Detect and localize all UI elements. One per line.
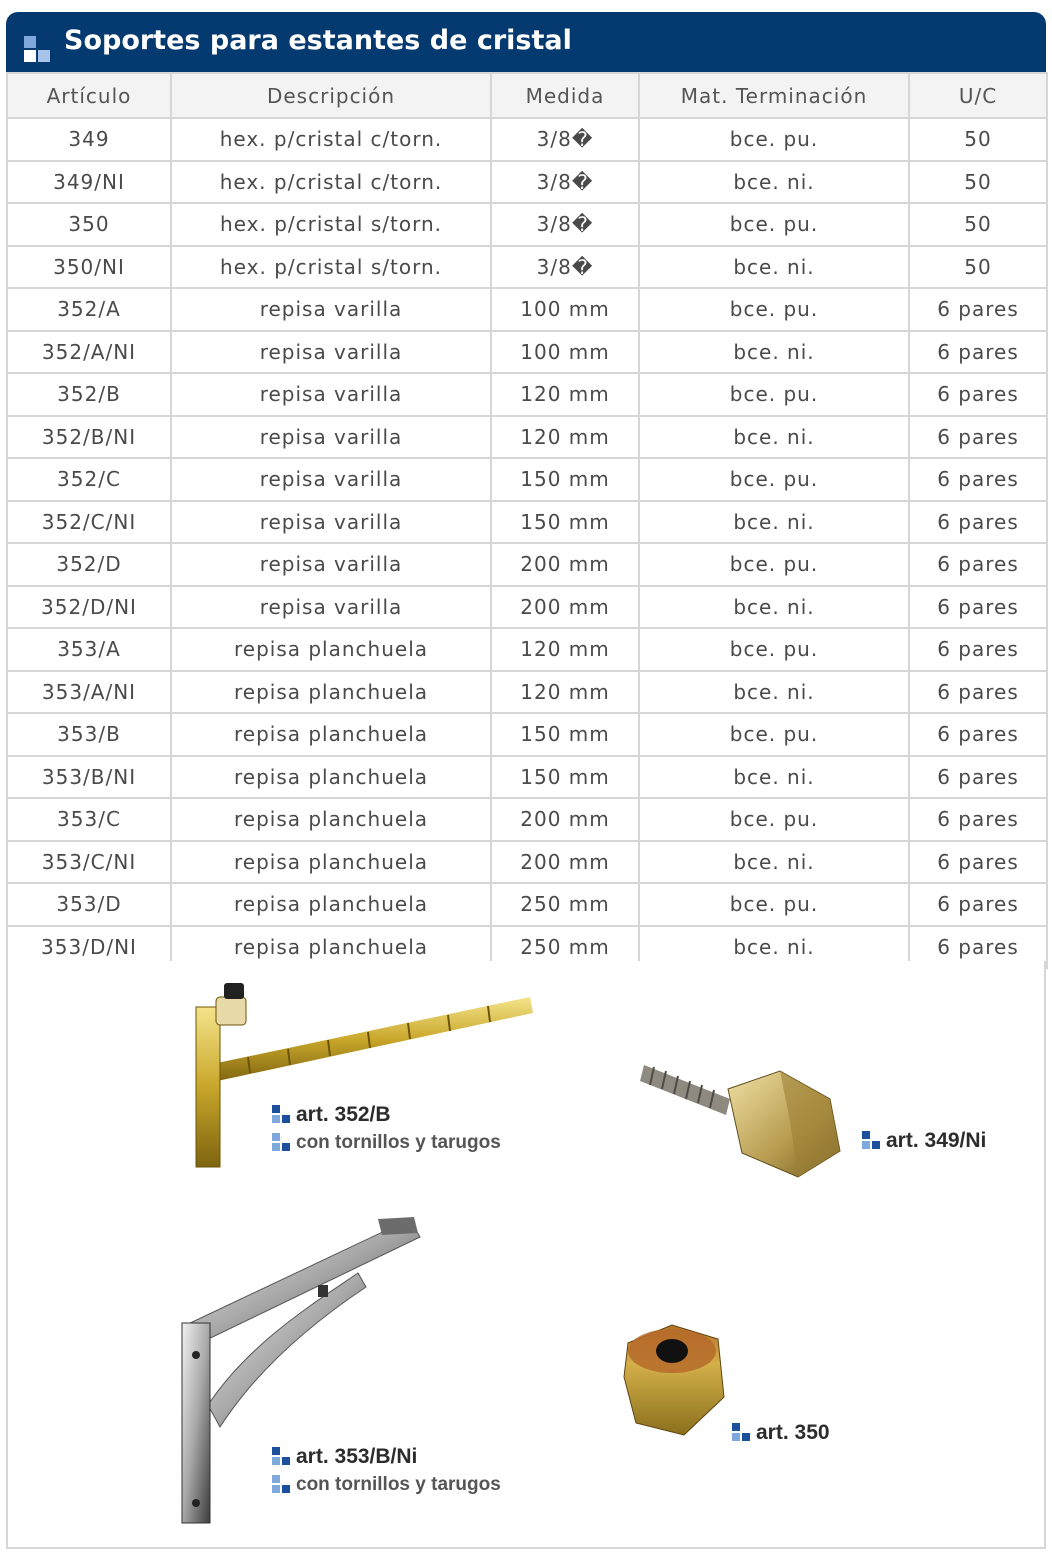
cell-descripcion: repisa varilla (171, 416, 491, 459)
bullet-icon (272, 1447, 292, 1467)
column-header-medida: Medida (491, 73, 639, 118)
cell-descripcion: repisa varilla (171, 586, 491, 629)
cell-descripcion: repisa planchuela (171, 841, 491, 884)
cell-medida: 120 mm (491, 416, 639, 459)
cell-medida: 120 mm (491, 671, 639, 714)
cell-descripcion: repisa planchuela (171, 883, 491, 926)
cell-descripcion: hex. p/cristal c/torn. (171, 118, 491, 161)
product-name: art. 352/B (296, 1103, 391, 1126)
cell-uc: 6 pares (909, 798, 1047, 841)
cell-articulo: 353/A/NI (7, 671, 171, 714)
column-header-articulo: Artículo (7, 73, 171, 118)
cell-medida: 3/8� (491, 203, 639, 246)
cell-medida: 100 mm (491, 288, 639, 331)
cell-uc: 50 (909, 161, 1047, 204)
bullet-icon (272, 1133, 292, 1153)
section-header (6, 12, 1046, 72)
cell-medida: 3/8� (491, 118, 639, 161)
cell-terminacion: bce. pu. (639, 543, 909, 586)
cell-terminacion: bce. pu. (639, 458, 909, 501)
cell-articulo: 353/D/NI (7, 926, 171, 969)
cell-uc: 50 (909, 246, 1047, 289)
cell-terminacion: bce. ni. (639, 586, 909, 629)
cell-uc: 50 (909, 203, 1047, 246)
cell-descripcion: repisa planchuela (171, 671, 491, 714)
table-row (7, 288, 1047, 331)
cell-terminacion: bce. pu. (639, 798, 909, 841)
cell-uc: 6 pares (909, 671, 1047, 714)
table-row (7, 331, 1047, 374)
product-name: art. 350 (756, 1421, 830, 1444)
cell-medida: 150 mm (491, 713, 639, 756)
table-row (7, 841, 1047, 884)
cell-terminacion: bce. ni. (639, 841, 909, 884)
table-row (7, 373, 1047, 416)
cell-medida: 100 mm (491, 331, 639, 374)
table-row (7, 883, 1047, 926)
product-subtitle: con tornillos y tarugos (296, 1474, 501, 1495)
cell-medida: 200 mm (491, 543, 639, 586)
cell-descripcion: hex. p/cristal c/torn. (171, 161, 491, 204)
cell-terminacion: bce. pu. (639, 883, 909, 926)
cell-descripcion: repisa planchuela (171, 628, 491, 671)
cell-terminacion: bce. ni. (639, 416, 909, 459)
cell-articulo: 352/D (7, 543, 171, 586)
product-gallery (6, 961, 1046, 1549)
column-header-uc: U/C (909, 73, 1047, 118)
cell-terminacion: bce. ni. (639, 161, 909, 204)
grid-squares-icon (24, 36, 52, 64)
cell-articulo: 349/NI (7, 161, 171, 204)
table-row (7, 756, 1047, 799)
bullet-icon (732, 1423, 752, 1443)
cell-terminacion: bce. pu. (639, 288, 909, 331)
cell-uc: 6 pares (909, 458, 1047, 501)
bullet-icon (272, 1105, 292, 1125)
cell-uc: 6 pares (909, 756, 1047, 799)
cell-articulo: 352/B (7, 373, 171, 416)
cell-terminacion: bce. ni. (639, 501, 909, 544)
table-row (7, 416, 1047, 459)
table-header-row (7, 73, 1047, 118)
cell-articulo: 352/A/NI (7, 331, 171, 374)
cell-medida: 200 mm (491, 798, 639, 841)
cell-descripcion: repisa varilla (171, 373, 491, 416)
cell-medida: 150 mm (491, 458, 639, 501)
cell-medida: 200 mm (491, 841, 639, 884)
cell-uc: 50 (909, 118, 1047, 161)
cell-descripcion: repisa varilla (171, 458, 491, 501)
table-row (7, 543, 1047, 586)
table-row (7, 203, 1047, 246)
table-row (7, 161, 1047, 204)
page-title: Soportes para estantes de cristal (64, 25, 572, 56)
cell-descripcion: repisa planchuela (171, 756, 491, 799)
cell-uc: 6 pares (909, 841, 1047, 884)
cell-uc: 6 pares (909, 926, 1047, 969)
cell-uc: 6 pares (909, 713, 1047, 756)
product-name: art. 349/Ni (886, 1129, 987, 1152)
cell-terminacion: bce. pu. (639, 118, 909, 161)
cell-terminacion: bce. ni. (639, 671, 909, 714)
cell-medida: 3/8� (491, 246, 639, 289)
cell-articulo: 350/NI (7, 246, 171, 289)
cell-descripcion: repisa planchuela (171, 926, 491, 969)
cell-articulo: 353/B/NI (7, 756, 171, 799)
cell-uc: 6 pares (909, 501, 1047, 544)
cell-articulo: 353/C/NI (7, 841, 171, 884)
cell-articulo: 352/D/NI (7, 586, 171, 629)
cell-uc: 6 pares (909, 586, 1047, 629)
cell-medida: 250 mm (491, 883, 639, 926)
cell-terminacion: bce. pu. (639, 628, 909, 671)
cell-articulo: 353/B (7, 713, 171, 756)
cell-terminacion: bce. ni. (639, 331, 909, 374)
table-row (7, 628, 1047, 671)
cell-uc: 6 pares (909, 543, 1047, 586)
cell-medida: 150 mm (491, 501, 639, 544)
product-name: art. 353/B/Ni (296, 1445, 418, 1468)
cell-uc: 6 pares (909, 883, 1047, 926)
cell-terminacion: bce. ni. (639, 926, 909, 969)
cell-uc: 6 pares (909, 628, 1047, 671)
cell-uc: 6 pares (909, 288, 1047, 331)
table-row (7, 586, 1047, 629)
cell-articulo: 352/A (7, 288, 171, 331)
hex-support-with-screw-icon (630, 1041, 850, 1191)
product-350 (614, 1317, 734, 1447)
bullet-icon (862, 1131, 882, 1151)
cell-terminacion: bce. pu. (639, 373, 909, 416)
cell-medida: 200 mm (491, 586, 639, 629)
cell-descripcion: repisa planchuela (171, 798, 491, 841)
cell-uc: 6 pares (909, 331, 1047, 374)
bullet-icon (272, 1475, 292, 1495)
cell-descripcion: repisa varilla (171, 501, 491, 544)
cell-medida: 3/8� (491, 161, 639, 204)
column-header-descripcion: Descripción (171, 73, 491, 118)
cell-articulo: 352/C (7, 458, 171, 501)
cell-articulo: 352/C/NI (7, 501, 171, 544)
cell-terminacion: bce. ni. (639, 756, 909, 799)
table-row (7, 671, 1047, 714)
cell-articulo: 353/A (7, 628, 171, 671)
product-349ni (630, 1041, 850, 1191)
cell-articulo: 353/C (7, 798, 171, 841)
cell-terminacion: bce. pu. (639, 713, 909, 756)
cell-medida: 250 mm (491, 926, 639, 969)
cell-medida: 150 mm (491, 756, 639, 799)
table-row (7, 798, 1047, 841)
table-row (7, 458, 1047, 501)
cell-descripcion: repisa varilla (171, 543, 491, 586)
cell-descripcion: hex. p/cristal s/torn. (171, 203, 491, 246)
cell-articulo: 350 (7, 203, 171, 246)
cell-uc: 6 pares (909, 373, 1047, 416)
table-body (7, 118, 1047, 968)
hex-nut-support-icon (614, 1317, 734, 1447)
product-table (6, 72, 1048, 969)
cell-descripcion: repisa planchuela (171, 713, 491, 756)
product-subtitle: con tornillos y tarugos (296, 1132, 501, 1153)
cell-medida: 120 mm (491, 628, 639, 671)
cell-articulo: 349 (7, 118, 171, 161)
cell-terminacion: bce. pu. (639, 203, 909, 246)
cell-terminacion: bce. ni. (639, 246, 909, 289)
table-row (7, 246, 1047, 289)
table-row (7, 713, 1047, 756)
table-row (7, 118, 1047, 161)
cell-descripcion: repisa varilla (171, 331, 491, 374)
table-row (7, 501, 1047, 544)
cell-descripcion: repisa varilla (171, 288, 491, 331)
cell-descripcion: hex. p/cristal s/torn. (171, 246, 491, 289)
cell-articulo: 353/D (7, 883, 171, 926)
cell-uc: 6 pares (909, 416, 1047, 459)
cell-medida: 120 mm (491, 373, 639, 416)
column-header-terminacion: Mat. Terminación (639, 73, 909, 118)
cell-articulo: 352/B/NI (7, 416, 171, 459)
